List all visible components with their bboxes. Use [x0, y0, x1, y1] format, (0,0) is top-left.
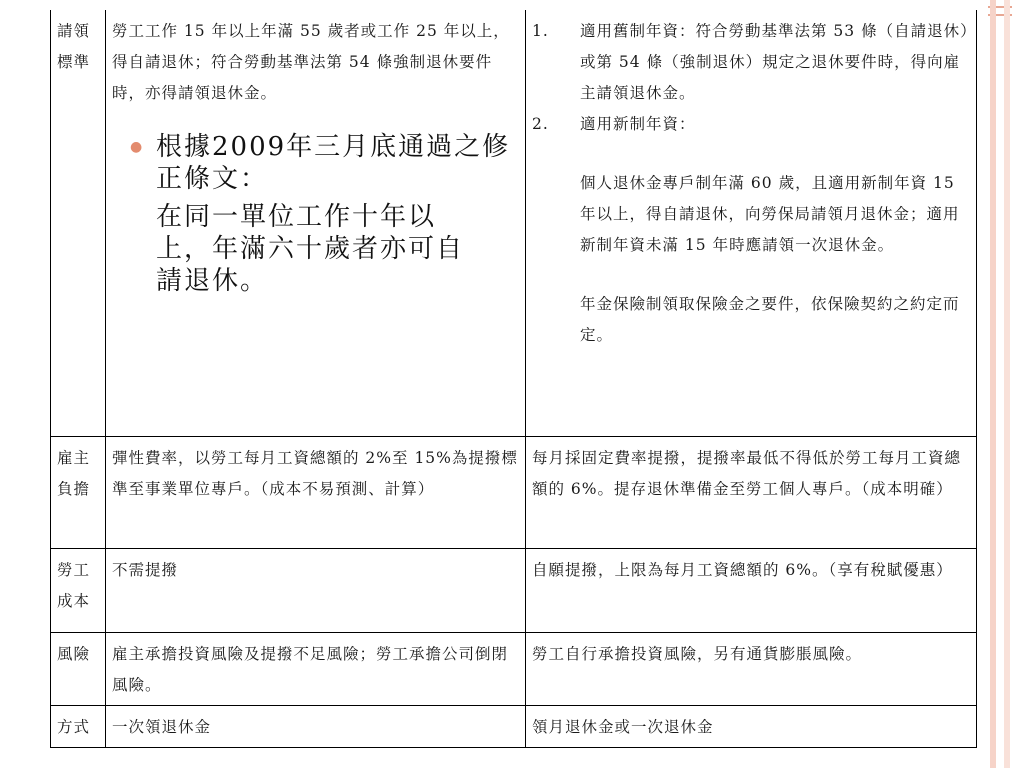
- old-system-text: 勞工工作 15 年以上年滿 55 歲者或工作 25 年以上，得自請退休；符合勞動基準法第 54 條強制退休要件時，亦得請領退休金。: [112, 22, 510, 102]
- old-system-cell: 雇主承擔投資風險及提撥不足風險；勞工承擔公司倒閉風險。: [106, 632, 526, 705]
- callout-line-1: 根據2009年三月底通過之修正條文：: [156, 132, 511, 194]
- table-row: [51, 705, 977, 747]
- item-text: 適用新制年資：: [580, 115, 696, 133]
- table-row: [51, 548, 977, 632]
- old-system-cell: 一次領退休金: [106, 705, 526, 747]
- new-system-cell: 自願提撥，上限為每月工資總額的 6%。（享有稅賦優惠）: [526, 548, 977, 632]
- table-row: [51, 436, 977, 548]
- item-paragraph: 年金保險制領取保險金之要件，依保險契約之約定而定。: [580, 295, 960, 344]
- pension-comparison-table: [50, 10, 977, 748]
- decorative-stripe: [990, 0, 996, 768]
- row-label: 風險: [51, 632, 106, 705]
- item-text: 適用舊制年資：符合勞動基準法第 53 條（自請退休）或第 54 條（強制退休）規定之退休要件時，得向雇主請領退休金。: [580, 22, 969, 102]
- new-system-cell: 領月退休金或一次退休金: [526, 705, 977, 747]
- row-label: 請領標準: [51, 10, 106, 436]
- new-system-cell: 勞工自行承擔投資風險，另有通貨膨脹風險。: [526, 632, 977, 705]
- item-paragraph: 個人退休金專戶制年滿 60 歲，且適用新制年資 15 年以上，得自請退休，向勞保局請領月退休金；適用新制年資未滿 15 年時應請領一次退休金。: [580, 174, 960, 254]
- old-system-cell: 不需提撥: [106, 548, 526, 632]
- new-system-cell: 每月採固定費率提撥，提撥率最低不得低於勞工每月工資總額的 6%。提存退休準備金至勞工個人專戶。（成本明確）: [526, 436, 977, 548]
- new-system-cell: [526, 10, 977, 436]
- item-number: 2.: [532, 115, 549, 133]
- callout-line-2: 在同一單位工作十年以上，年滿六十歲者亦可自請退休。: [156, 202, 465, 296]
- row-label: 雇主負擔: [51, 436, 106, 548]
- slide-decorative-border: [984, 0, 1024, 768]
- old-system-cell: 彈性費率，以勞工每月工資總額的 2%至 15%為提撥標準至事業單位專戶。（成本不易預測、計算）: [106, 436, 526, 548]
- table-row: [51, 10, 977, 436]
- old-system-cell: [106, 10, 526, 436]
- amendment-callout: [130, 131, 521, 297]
- decorative-stripe: [1004, 0, 1010, 768]
- row-label: 勞工成本: [51, 548, 106, 632]
- item-number: 1.: [532, 22, 549, 40]
- bullet-icon: ●: [130, 139, 145, 155]
- table-row: [51, 632, 977, 705]
- row-label: 方式: [51, 705, 106, 747]
